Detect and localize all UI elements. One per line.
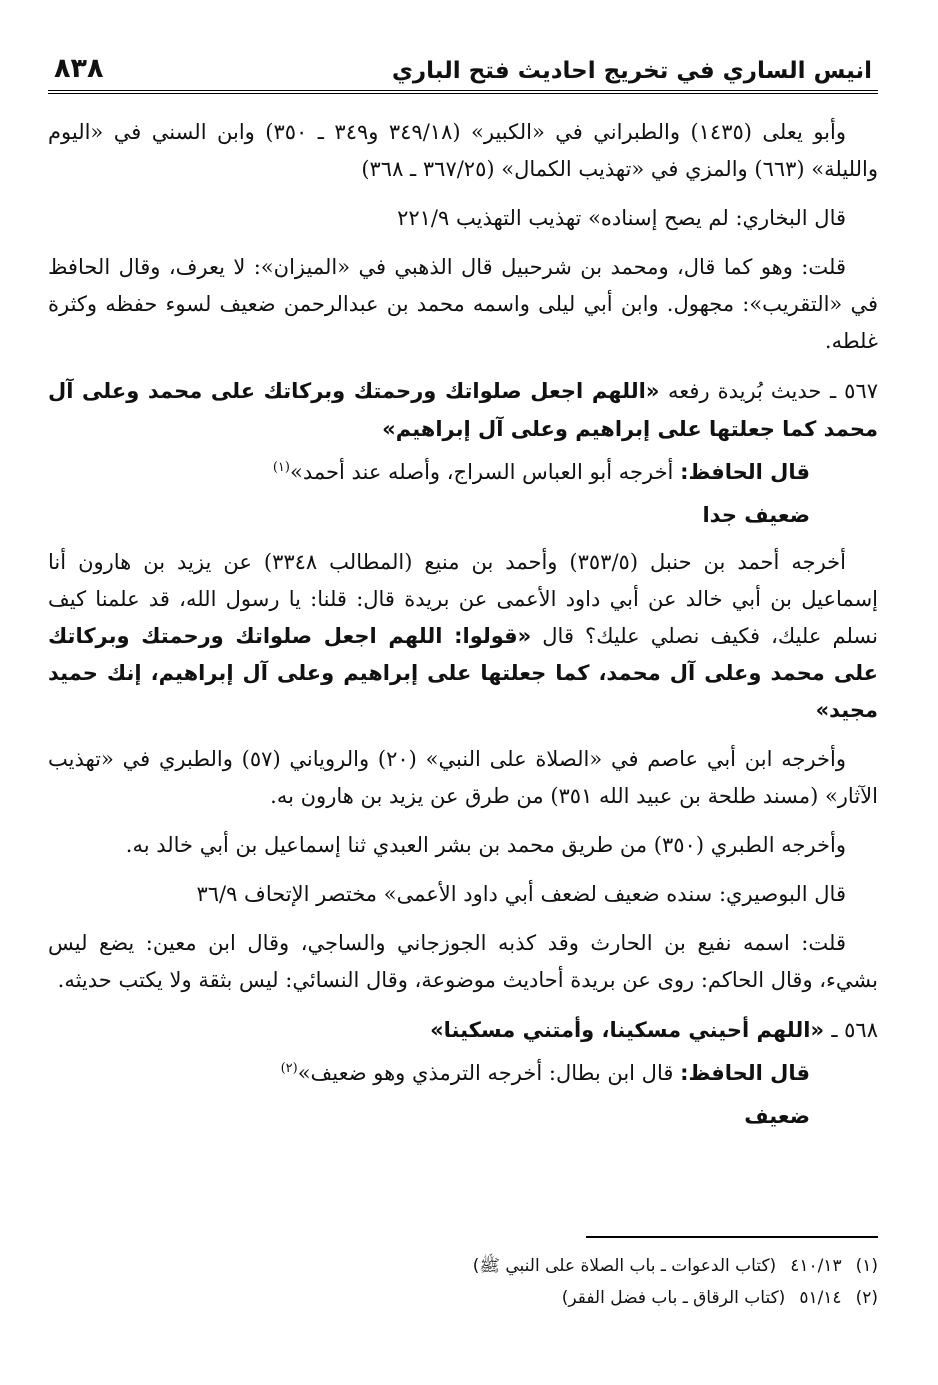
footnote-text: (كتاب الدعوات ـ باب الصلاة على النبي ﷺ) — [472, 1256, 777, 1276]
hadith-567 — [48, 372, 878, 448]
hafiz-label: قال الحافظ: — [680, 460, 810, 484]
paragraph-busiri-quote: قال البوصيري: سنده ضعيف لضعف أبي داود الأعمى» مختصر الإتحاف ٣٦/٩ — [196, 882, 846, 906]
hafiz-text: أخرجه أبو العباس السراج، وأصله عند أحمد» — [289, 460, 674, 484]
hafiz-label: قال الحافظ: — [680, 1061, 810, 1085]
hafiz-text: قال ابن بطال: أخرجه الترمذي وهو ضعيف» — [297, 1061, 674, 1085]
footnote-rule — [586, 1236, 878, 1238]
hafiz-statement-568 — [48, 1055, 878, 1092]
hadith-number: ٥٦٨ ـ — [831, 1018, 878, 1042]
paragraph-takhrij-2: وأخرجه ابن أبي عاصم في «الصلاة على النبي» (٢٠) والروياني (٥٧) والطبري في «تهذيب الآثار» (مسند طلحة بن عبيد الله ٣٥١) من طرق عن يزيد بن هارون به. — [48, 747, 878, 808]
takhrij-bold-text: «قولوا: اللهم اجعل صلواتك ورحمتك وبركاتك على محمد وعلى آل محمد، كما جعلتها على إبراهيم وعلى آل إبراهيم، إنك حميد مجيد» — [48, 624, 878, 722]
footnote-1 — [48, 1250, 878, 1282]
paragraph-qultu-2: قلت: اسمه نفيع بن الحارث وقد كذبه الجوزجاني والساجي، وقال ابن معين: يضع ليس بشيء، وقال الحاكم: روى عن بريدة أحاديث موضوعة، وقال النسائي: ليس بثقة ولا يكتب حديثه. — [48, 931, 878, 992]
grade-567: ضعيف جدا — [702, 503, 810, 527]
hadith-intro: حديث بُريدة رفعه — [668, 379, 822, 403]
paragraph-takhrij-3: وأخرجه الطبري (٣٥٠) من طريق محمد بن بشر العبدي ثنا إسماعيل بن أبي خالد به. — [125, 833, 846, 857]
grade-568: ضعيف — [744, 1104, 810, 1128]
footnotes — [48, 1250, 878, 1314]
footnote-text: (كتاب الرقاق ـ باب فضل الفقر) — [561, 1288, 786, 1308]
page-header — [48, 40, 878, 84]
footnote-number: (١) — [855, 1256, 878, 1276]
footnote-number: (٢) — [855, 1288, 878, 1308]
hadith-text: «اللهم اجعل صلواتك ورحمتك وبركاتك على محمد وعلى آل محمد كما جعلتها على إبراهيم وعلى آل إبراهيم» — [48, 379, 878, 441]
paragraph-takhrij-567 — [48, 544, 878, 729]
hadith-number: ٥٦٧ ـ — [830, 379, 879, 403]
page-number: ٨٣٨ — [54, 53, 104, 84]
running-title: انيس الساري في تخريج احاديث فتح الباري — [391, 58, 872, 84]
takhrij-text: أخرجه أحمد بن حنبل (٣٥٣/٥) وأحمد بن منيع (المطالب ٣٣٤٨) عن يزيد بن هارون أنا إسماعيل بن أبي خالد عن أبي داود الأعمى عن بريدة قال: قلنا: يا رسول الله، قد علمنا كيف نسلم عليك، فكيف نصلي عليك؟ قال — [48, 550, 878, 648]
paragraph-takhrij-continued: وأبو يعلى (١٤٣٥) والطبراني في «الكبير» (٣٤٩/١٨ و٣٤٩ ـ ٣٥٠) وابن السني في «اليوم والليلة» (٦٦٣) والمزي في «تهذيب الكمال» (٣٦٧/٢٥ ـ ٣٦٨) — [48, 120, 878, 181]
footnote-ref-1: (١) — [272, 460, 290, 475]
footnote-ref: ٥١/١٤ — [799, 1288, 842, 1308]
hafiz-statement-567 — [48, 454, 878, 491]
paragraph-bukhari-quote: قال البخاري: لم يصح إسناده» تهذيب التهذيب ٢٢١/٩ — [397, 206, 846, 230]
page-body — [48, 114, 878, 1135]
hadith-text: «اللهم أحيني مسكينا، وأمتني مسكينا» — [430, 1018, 825, 1042]
footnote-ref-2: (٢) — [280, 1061, 298, 1076]
paragraph-qultu-1: قلت: وهو كما قال، ومحمد بن شرحبيل قال الذهبي في «الميزان»: لا يعرف، وقال الحافظ في «التقريب»: مجهول. وابن أبي ليلى واسمه محمد بن عبدالرحمن ضعيف لسوء حفظه وكثرة غلطه. — [48, 255, 878, 353]
footnote-ref: ٤١٠/١٣ — [790, 1256, 842, 1276]
header-rule — [48, 90, 878, 96]
footnote-2 — [48, 1282, 878, 1314]
hadith-568 — [48, 1011, 878, 1049]
